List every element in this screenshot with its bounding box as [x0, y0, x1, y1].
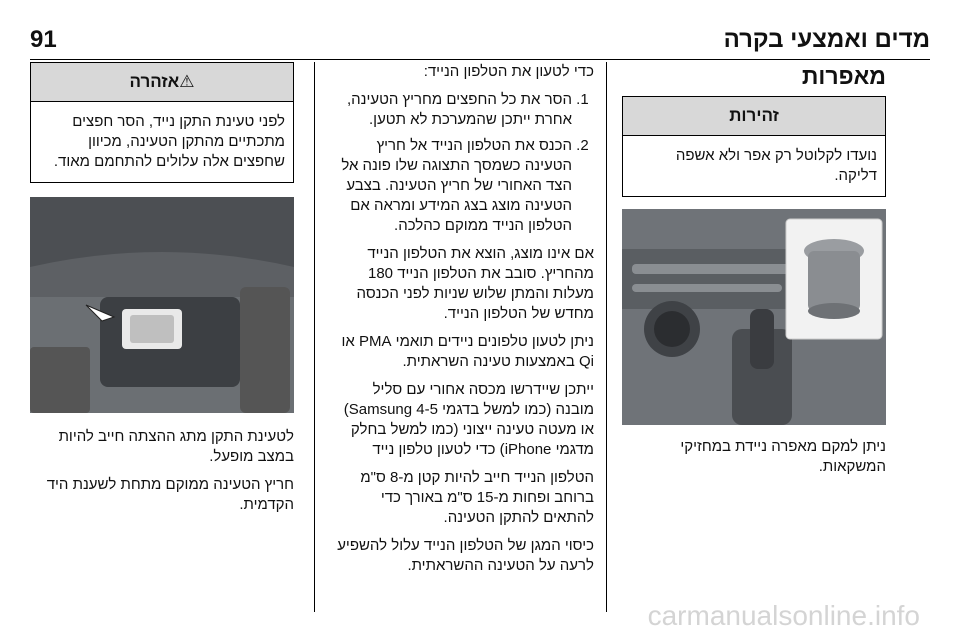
phone-size-text: הטלפון הנייד חייב להיות קטן מ-8 ס"מ ברוחב ופחות מ-15 ס"מ באורך כדי להתאים להתקן הטעינה. [360, 469, 594, 526]
charging-steps [330, 90, 594, 236]
caution-box [622, 96, 886, 197]
rotate-phone-text: אם אינו מוצג, הוצא את הטלפון הנייד מהחריץ. סובב את הטלפון הנייד 180 מעלות והמתן שלוש שניות לפני הכנסה מחדש של הטלפון הנייד. [356, 245, 594, 322]
caution-box-text: נועדו לקלוטל רק אפר ולא אשפה דליקה. [622, 136, 886, 197]
page-title: מדים ואמצעי בקרה [723, 26, 930, 53]
warning-box-title [30, 62, 294, 102]
caution-box-title: זהירות [622, 96, 886, 136]
pma-qi-text: ניתן לטעון טלפונים ניידים תואמי PMA או Qi באמצעות טעינה השראתית. [341, 333, 594, 370]
charging-step: 2. הכנס את הטלפון הנייד אל חריץ הטעינה כשמסך התצוגה שלו פונה אל הצד האחורי של חריץ הטעינה. בצבע הטעינה מוצג בצג המידע ומראה אם הטלפון הנייד ממוקם כהלכה. [330, 136, 572, 236]
warning-icon: ⚠ [179, 72, 195, 91]
watermark: carmanualsonline.info [647, 600, 920, 631]
page-header [30, 26, 930, 56]
column-divider-right [314, 62, 315, 612]
ashtray-photo [622, 209, 886, 425]
charging-slot-photo [30, 197, 294, 413]
coil-case-text: ייתכן שיידרשו מכסה אחורי עם סליל מובנה (כמו למשל בדגמי Samsung 4-5) או מעטה טעינה ייצוני (כמו למשל בחלק מדגמי iPhone) כדי לטעון טלפון נייד [343, 381, 594, 458]
header-rule [30, 59, 930, 60]
warning-box-title-text: אזהרה [129, 72, 180, 91]
cover-warning-text: כיסוי המגן של הטלפון הנייד עלול להשפיע לרעה על הטעינה ההשראתית. [337, 537, 594, 574]
ignition-text: לטעינת התקן מתג ההצתה חייב להיות במצב מופעל. [58, 428, 294, 465]
charging-intro: כדי לטעון את הטלפון הנייד: [423, 63, 594, 80]
charging-step: 1. הסר את כל החפצים מחריץ הטעינה, אחרת ייתכן שהמערכת לא תטען. [330, 90, 572, 130]
right-column [622, 62, 886, 485]
column-divider-left [606, 62, 607, 612]
middle-column [330, 62, 594, 584]
ashtray-caption: ניתן למקם מאפרה ניידת במחזיקי המשקאות. [680, 438, 886, 475]
section-title-ashtrays: מאפרות [801, 63, 886, 89]
warning-box-text: לפני טעינת התקן נייד, הסר חפצים מתכתיים מהתקן הטעינה, מכיוון שחפצים אלה עלולים להתחמם מאוד. [30, 102, 294, 183]
charging-slot-illustration [30, 197, 294, 413]
page-number: 91 [30, 26, 57, 53]
slot-location-text: חריץ הטעינה ממוקם מתחת לשענת היד הקדמית. [46, 476, 294, 513]
warning-box [30, 62, 294, 183]
left-column-container [30, 62, 294, 523]
ashtray-illustration [622, 209, 886, 425]
